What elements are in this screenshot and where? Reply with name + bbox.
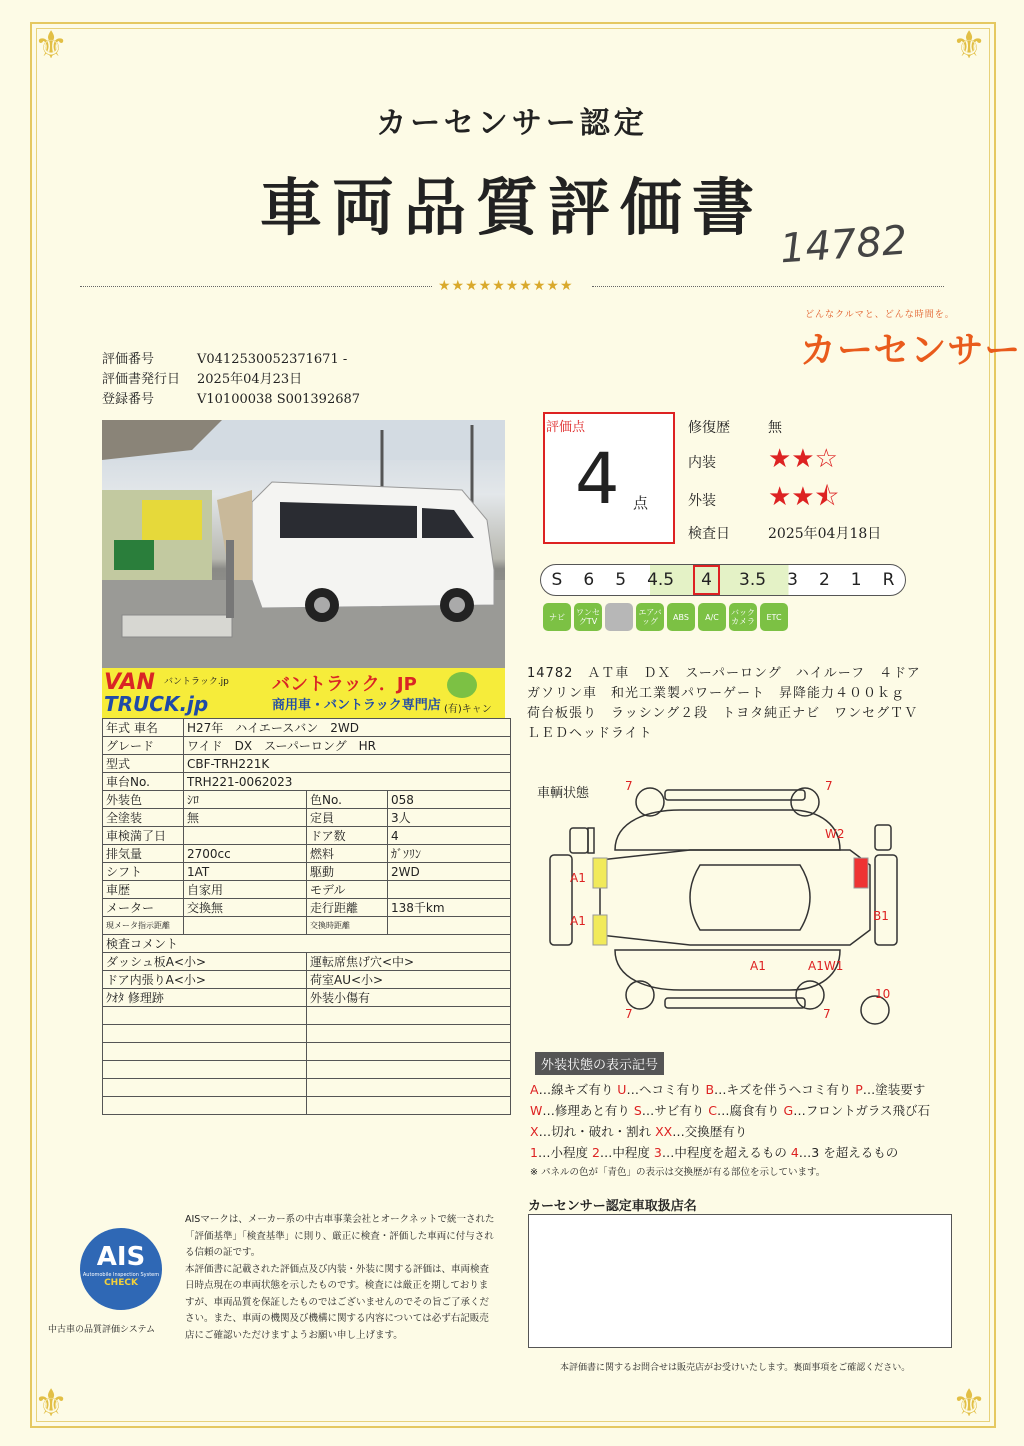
comment-label: 検査コメント [103,935,511,953]
legend-text: …中程度 [599,1145,654,1160]
comment-cell: ドア内張りA<小> [103,971,307,989]
spec-label: 色No. [307,791,388,809]
spec-label: 全塗装 [103,809,184,827]
spec-value [184,827,307,845]
footer-note: 本評価書に関するお問合せは販売店がお受けいたします。裏面事項をご確認ください。 [560,1363,911,1373]
repair-label: 修復歴 [688,420,730,436]
comment-cell [103,1061,307,1079]
legend-key: 2 [591,1145,600,1160]
ais-text: AISマークは、メーカー系の中古車事業会社とオークネットで統一された「評価基準」「検査基準」に則り、厳正に検査・評価した車両に付与される信頼の証です。 本評価書に記載された評価点及び内装・外装に関する評価は、車両検査日時点現在の車両状態を示したものです。検査には厳正を期しておりますが、車両品質を保証したものではございませんのでその旨ご了承ください。また、車両の機関及び機構に関する内容については必ず右記販売店にご確認いただけますようお願い申し上げます。 [185,1214,495,1341]
spec-label: メーター [103,899,184,917]
inspect-date: 2025年04月18日 [768,526,882,542]
equipment-icon: エアバッグ [636,603,664,631]
grade-step: 3 [787,570,798,590]
legend-key: P [855,1082,863,1097]
comment-cell [307,1007,511,1025]
divider [80,286,432,287]
mascot-icon [447,672,477,698]
eval-no-row: 評価番号 V0412530052371671 - [102,352,348,367]
car-diagram [540,770,910,1030]
comment-cell: ダッシュ板A<小> [103,953,307,971]
spec-label: 排気量 [103,845,184,863]
legend-text: …小程度 [537,1145,592,1160]
doc-subtitle: カーセンサー認定 [376,106,648,141]
score-label: 評価点 [546,420,586,435]
legend-key: A [530,1082,539,1097]
corner-ornament-icon: ⚜ [952,23,987,67]
comment-row [103,1079,511,1097]
damage-mark: B1 [873,909,889,923]
legend-text: …線キズ有り [538,1082,618,1097]
spec-value: 自家用 [184,881,307,899]
spec-value: 2WD [388,863,511,881]
handwritten-number: 14782 [778,217,909,273]
legend-text: …3 を超えるもの [798,1145,899,1160]
grade-step: 5 [615,570,627,590]
spec-label: グレード [103,737,184,755]
vehicle-description: 14782 ＡＴ車 ＤＸ スーパーロング ハイルーフ ４ドア ガソリン車 和光工業製パワーゲート 昇降能力４００ｋｇ 荷台板張り ラッシング２段 トヨタ純正ナビ ワンセグＴＶ ＬＥＤヘッドライト [527,666,935,741]
spec-value [184,917,307,935]
comment-cell [307,1079,511,1097]
corner-ornament-icon: ⚜ [34,23,69,67]
comment-row [103,953,511,971]
legend-text: …キズを伴うヘコミ有り [714,1082,856,1097]
legend-key: 4 [790,1145,799,1160]
spec-label: 車検満了日 [103,827,184,845]
grade-step: 1 [850,570,862,590]
spec-row [103,755,511,773]
spec-value: 交換無 [184,899,307,917]
ais-logo: AIS Automobile Inspection System CHECK [80,1228,162,1310]
spec-label: ドア数 [307,827,388,845]
equipment-icon: ワンセグTV [574,603,602,631]
legend-key: W [530,1103,543,1118]
legend-note: ※ パネルの色が「青色」の表示は交換歴が有る部位を示しています。 [530,1167,826,1178]
damage-mark: A1W1 [808,959,844,973]
inspect-label: 検査日 [688,526,730,542]
legend-key: 3 [653,1145,662,1160]
damage-mark: W2 [825,827,845,841]
legend-key: S [633,1103,642,1118]
comment-cell: 運転席焦げ穴<中> [307,953,511,971]
exterior-label: 外装 [688,493,716,509]
issue-date-row: 評価書発行日 2025年04月23日 [102,372,303,387]
diagram-title: 車輌状態 [537,786,590,801]
legend-key: G [783,1103,794,1118]
equipment-icon: A/C [698,603,726,631]
spec-row [103,773,511,791]
equipment-icon: ETC [760,603,788,631]
legend-key: U [617,1082,627,1097]
legend-text: …切れ・破れ・割れ [538,1124,656,1139]
grade-step: 2 [818,570,830,590]
spec-label: 外装色 [103,791,184,809]
legend-text: …サビ有り [641,1103,709,1118]
spec-value: 無 [184,809,307,827]
corner-ornament-icon: ⚜ [952,1381,987,1425]
spec-value: 2700cc [184,845,307,863]
spec-row [103,845,511,863]
damage-mark: 7 [825,779,833,793]
spec-label: 交換時距離 [307,917,388,935]
grade-step: 4.5 [647,570,675,590]
comment-cell [103,1025,307,1043]
damage-mark: 7 [823,1007,831,1021]
comment-cell: 荷室AU<小> [307,971,511,989]
legend-text: …交換歴有り [672,1124,748,1139]
spec-value: 3人 [388,809,511,827]
spec-row [103,881,511,899]
legend-line [530,1122,747,1140]
vehicle-photo [102,420,505,668]
score-value: 4 [575,438,620,520]
legend-line [530,1143,898,1161]
spec-label: 車歴 [103,881,184,899]
spec-label: モデル [307,881,388,899]
comment-cell [307,1043,511,1061]
spec-row [103,719,511,737]
grade-step: 4 [695,567,718,593]
spec-value: ワイド DX スーパーロング HR [184,737,511,755]
comment-row [103,989,511,1007]
damage-mark: 7 [625,779,633,793]
spec-value: ｶﾞｿﾘﾝ [388,845,511,863]
dealer-title: カーセンサー認定車取扱店名 [528,1199,697,1214]
reg-no-row: 登録番号 V10100038 S001392687 [102,392,361,407]
corner-ornament-icon: ⚜ [34,1381,69,1425]
comment-cell: 外装小傷有 [307,989,511,1007]
legend-key: X [530,1124,539,1139]
brand-tagline: どんなクルマと、どんな時間を。 [805,310,955,320]
grade-scale [540,564,906,596]
comment-cell [103,1007,307,1025]
legend-key: 1 [530,1145,538,1160]
spec-label: 型式 [103,755,184,773]
legend-text: …ヘコミ有り [626,1082,706,1097]
grade-step: 3.5 [739,570,767,590]
legend-text: …腐食有り [717,1103,784,1118]
spec-value [388,881,511,899]
damage-mark: 10 [875,987,891,1001]
spec-label: 現メータ指示距離 [103,917,184,935]
spec-row [103,863,511,881]
eval-no: V0412530052371671 [197,352,339,367]
comment-cell [307,1097,511,1115]
comment-row [103,1097,511,1115]
spec-value: CBF-TRH221K [184,755,511,773]
spec-label: 燃料 [307,845,388,863]
comment-row [103,971,511,989]
equipment-icon: ナビ [543,603,571,631]
spec-label: 車台No. [103,773,184,791]
spec-value: 058 [388,791,511,809]
brand-logo: カーセンサー [800,330,1022,371]
spec-value: TRH221-0062023 [184,773,511,791]
legend-text: …塗装要す [862,1082,926,1097]
comment-cell: ｸｵﾀ 修理跡 [103,989,307,1007]
spec-value: 4 [388,827,511,845]
banner-name: バントラック．JP [272,674,417,695]
comment-row [103,1061,511,1079]
damage-mark: A1 [750,959,766,973]
legend-key: C [708,1103,718,1118]
legend-text: …フロントガラス飛び石 [793,1103,930,1118]
spec-label: 走行距離 [307,899,388,917]
grade-step: R [882,570,895,590]
ais-caption: 中古車の品質評価システム [48,1325,156,1335]
spec-value: 1AT [184,863,307,881]
dealer-name-box [528,1214,952,1348]
spec-row [103,737,511,755]
legend-text: …修理あと有り [542,1103,634,1118]
dealer-banner: VAN バントラック.jp TRUCK.jp バントラック．JP 商用車・バントラック専門店 (有)キャン [102,668,505,718]
spec-value: ｼﾛ [184,791,307,809]
spec-value [388,917,511,935]
spec-value: 138千km [388,899,511,917]
star-ornament-icon: ★★★★★★★★★★ [438,278,574,294]
equipment-icon: バックカメラ [729,603,757,631]
spec-row [103,827,511,845]
damage-mark: A1 [570,871,586,885]
legend-line [530,1101,930,1119]
legend-key: B [705,1082,715,1097]
comment-header-row [103,935,511,953]
comment-cell [103,1079,307,1097]
equipment-icon: ABS [667,603,695,631]
interior-label: 内装 [688,455,716,471]
score-unit: 点 [633,494,649,512]
spec-value: H27年 ハイエースバン 2WD [184,719,511,737]
spec-row [103,791,511,809]
comment-row [103,1007,511,1025]
exterior-stars-icon: ★★⯪ [768,482,840,512]
comment-row [103,1043,511,1061]
comment-cell [307,1061,511,1079]
damage-mark: A1 [570,914,586,928]
grade-step: 6 [583,570,595,590]
equipment-icon [605,603,633,631]
spec-label: 駆動 [307,863,388,881]
spec-table [102,718,511,1115]
spec-label: シフト [103,863,184,881]
comment-row [103,1025,511,1043]
damage-mark: 7 [625,1007,633,1021]
legend-key: XX [655,1124,673,1139]
interior-stars-icon: ★★☆ [768,444,838,474]
repair-value: 無 [768,420,782,436]
divider [592,286,944,287]
spec-label: 定員 [307,809,388,827]
reg-no: V10100038 S001392687 [197,392,361,407]
legend-line [530,1080,925,1098]
legend-title: 外装状態の表示記号 [535,1052,664,1075]
comment-cell [307,1025,511,1043]
issue-date: 2025年04月23日 [197,372,303,387]
comment-cell [103,1097,307,1115]
grade-step: S [551,570,563,590]
equipment-icons [543,603,788,631]
spec-label: 年式 車名 [103,719,184,737]
spec-row [103,899,511,917]
spec-row [103,917,511,935]
comment-cell [103,1043,307,1061]
legend-text: …中程度を超えるもの [661,1145,791,1160]
spec-row [103,809,511,827]
banner-logo: VAN [104,670,155,695]
doc-title: 車両品質評価書 [259,171,764,244]
